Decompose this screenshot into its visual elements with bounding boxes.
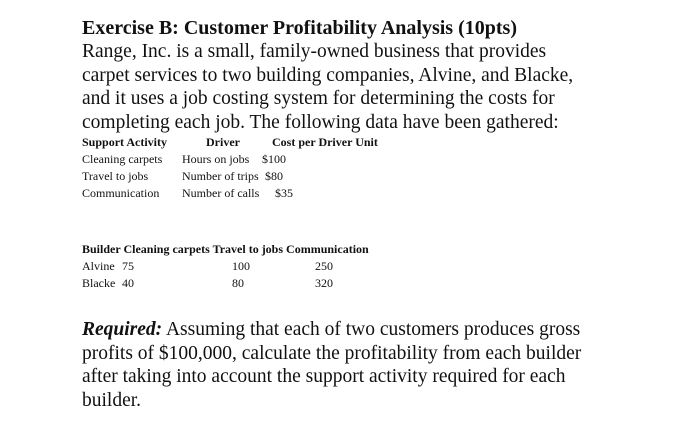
header-driver: Driver — [206, 135, 240, 149]
intro-paragraph — [82, 40, 682, 134]
intro-line: Range, Inc. is a small, family-owned business that provides — [82, 41, 547, 62]
intro-line: and it uses a job costing system for determining the costs for — [82, 88, 555, 109]
required-label: Required: — [82, 319, 163, 340]
exercise-document — [82, 16, 682, 412]
communication-cell: 250 — [315, 259, 333, 273]
builder-name-cell: Alvine — [82, 259, 115, 273]
driver-cell: Number of trips — [182, 169, 259, 183]
cost-cell: $100 — [262, 152, 286, 166]
header-travel-to-jobs: Travel to jobs — [212, 242, 284, 256]
required-line: builder. — [82, 389, 142, 411]
driver-cell: Number of calls — [182, 186, 260, 200]
cost-cell: $80 — [265, 169, 283, 183]
required-paragraph — [82, 318, 682, 412]
table-row — [82, 151, 682, 168]
required-line — [82, 318, 682, 342]
required-line: profits of $100,000, calculate the profitability from each builder — [82, 342, 582, 364]
driver-cell: Hours on jobs — [182, 152, 250, 166]
table-row — [82, 257, 682, 274]
table-row — [82, 274, 682, 291]
builder-header-line — [82, 240, 369, 258]
travel-cell: 80 — [232, 276, 244, 290]
builder-name-cell: Blacke — [82, 276, 116, 290]
activity-cell: Communication — [82, 186, 160, 200]
header-cleaning-carpets: Cleaning carpets — [123, 242, 210, 256]
travel-cell: 100 — [232, 259, 250, 273]
communication-cell: 320 — [315, 276, 333, 290]
cleaning-cell: 40 — [122, 276, 134, 290]
activity-table-header — [82, 134, 682, 151]
cleaning-cell: 75 — [122, 259, 134, 273]
builder-table — [82, 240, 682, 291]
required-text: Assuming that each of two customers produces gross — [162, 319, 581, 340]
intro-line: carpet services to two building companies, Alvine, and Blacke, — [82, 64, 574, 86]
intro-line: completing each job. The following data have been gathered: — [82, 111, 559, 133]
required-line: after taking into account the support activity required for each — [82, 366, 566, 387]
header-builder: Builder — [82, 242, 121, 256]
exercise-title: Exercise B: Customer Profitability Analysis (10pts) — [82, 17, 517, 39]
header-cost-per-driver-unit: Cost per Driver Unit — [272, 135, 378, 149]
cost-cell: $35 — [275, 186, 293, 200]
activity-table — [82, 134, 682, 202]
table-row — [82, 168, 682, 185]
table-row — [82, 185, 682, 202]
header-communication: Communication — [286, 242, 369, 256]
builder-table-header — [82, 240, 682, 257]
activity-cell: Cleaning carpets — [82, 152, 163, 166]
activity-cell: Travel to jobs — [82, 169, 149, 183]
header-support-activity: Support Activity — [82, 135, 168, 149]
